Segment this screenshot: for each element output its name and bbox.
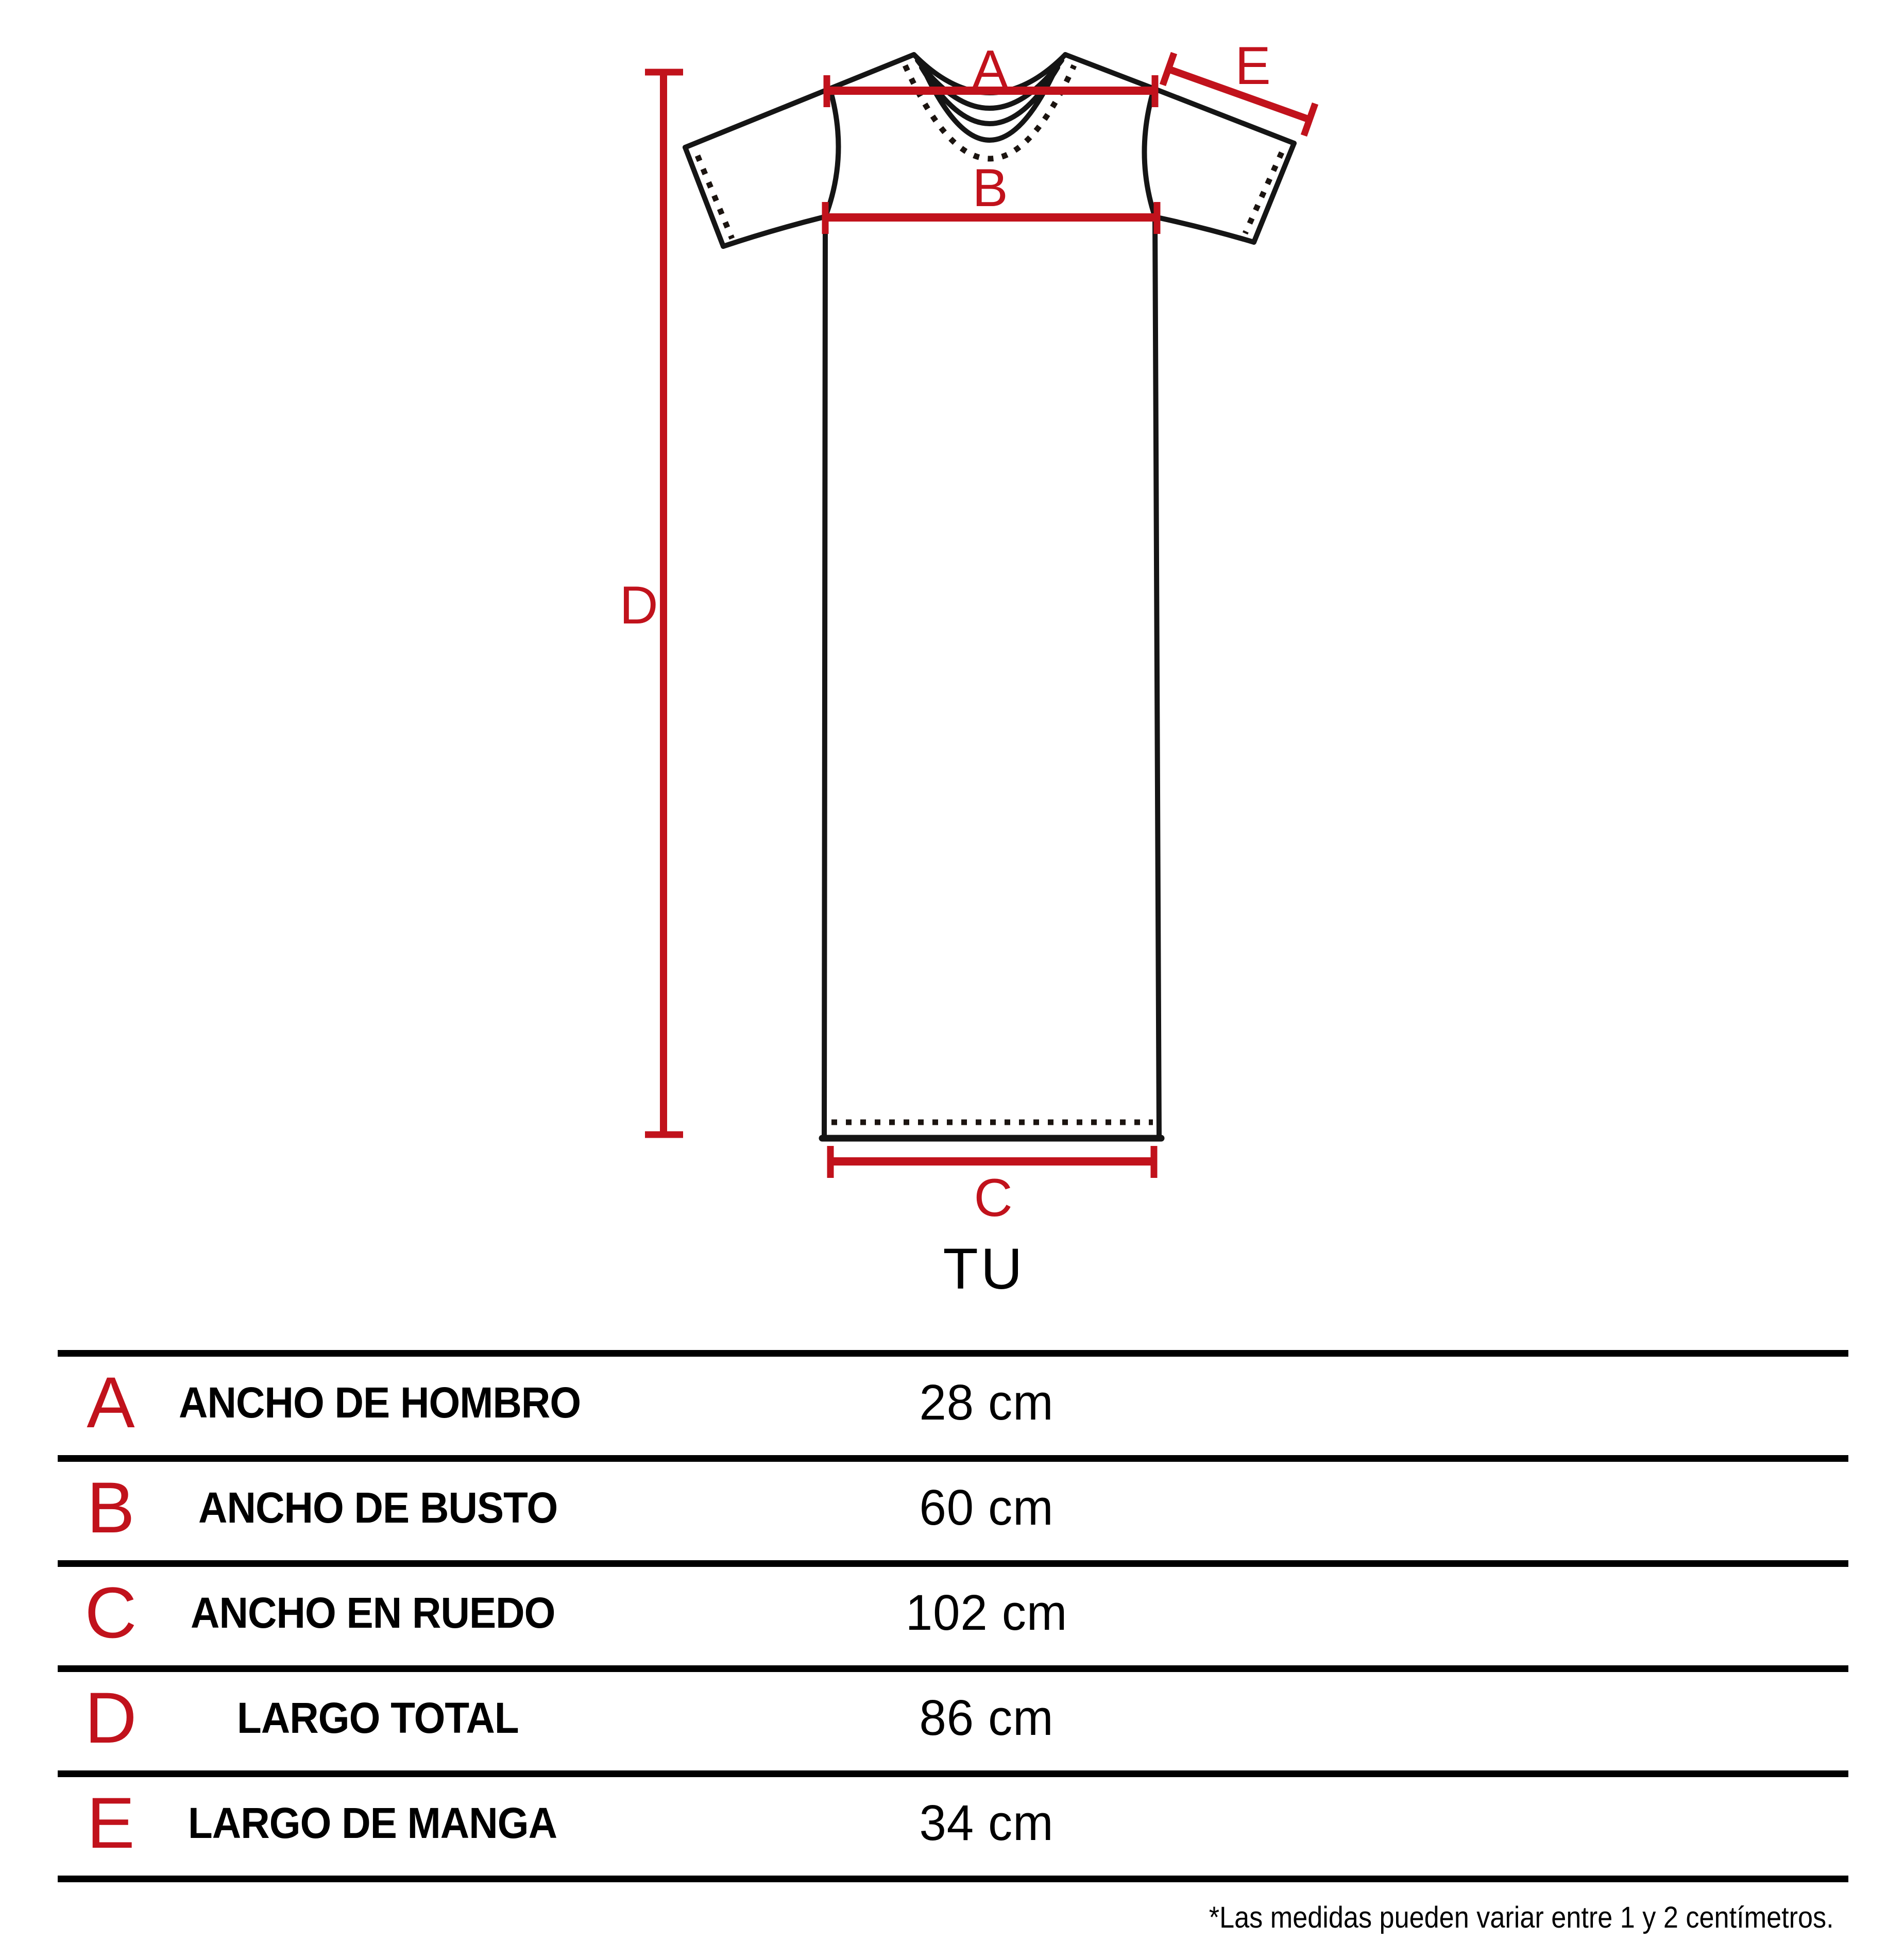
- row-label: LARGO DE MANGA: [188, 1799, 557, 1847]
- row-value: 86 cm: [919, 1690, 1054, 1746]
- row-label: ANCHO DE BUSTO: [198, 1483, 558, 1532]
- measure-label-c: C: [974, 1168, 1013, 1228]
- table-row: [0, 1665, 1904, 1770]
- row-letter: D: [84, 1677, 137, 1758]
- table-border: [58, 1876, 1848, 1882]
- row-letter: A: [87, 1362, 135, 1443]
- row-label: ANCHO DE HOMBRO: [179, 1378, 581, 1427]
- table-row: [0, 1350, 1904, 1455]
- row-letter: B: [87, 1467, 135, 1548]
- measurement-lines: [645, 53, 1315, 1178]
- body-side-left: [824, 89, 838, 1137]
- cuff-edge-right: [1254, 143, 1294, 242]
- measure-label-e: E: [1235, 36, 1271, 96]
- shoulder-sleeve-left: [685, 55, 914, 147]
- measure-label-b: B: [972, 158, 1008, 218]
- row-value: 60 cm: [919, 1479, 1054, 1535]
- body-side-right: [1144, 89, 1159, 1137]
- measure-label-a: A: [972, 40, 1008, 99]
- table-row: [0, 1770, 1904, 1876]
- row-letter: E: [87, 1782, 135, 1863]
- sleeve-underarm-right: [1155, 217, 1254, 242]
- table-row: [0, 1455, 1904, 1560]
- row-value: 102 cm: [905, 1584, 1068, 1641]
- row-label: ANCHO EN RUEDO: [191, 1589, 555, 1637]
- row-label: LARGO TOTAL: [237, 1694, 519, 1742]
- measure-label-d: D: [619, 576, 658, 635]
- footnote: *Las medidas pueden variar entre 1 y 2 centímetros.: [1209, 1901, 1834, 1934]
- size-title: TU: [943, 1237, 1025, 1301]
- row-value: 34 cm: [919, 1795, 1054, 1851]
- row-value: 28 cm: [919, 1374, 1054, 1430]
- row-letter: C: [84, 1572, 137, 1653]
- sleeve-underarm-left: [723, 217, 824, 246]
- table-row: [0, 1560, 1904, 1665]
